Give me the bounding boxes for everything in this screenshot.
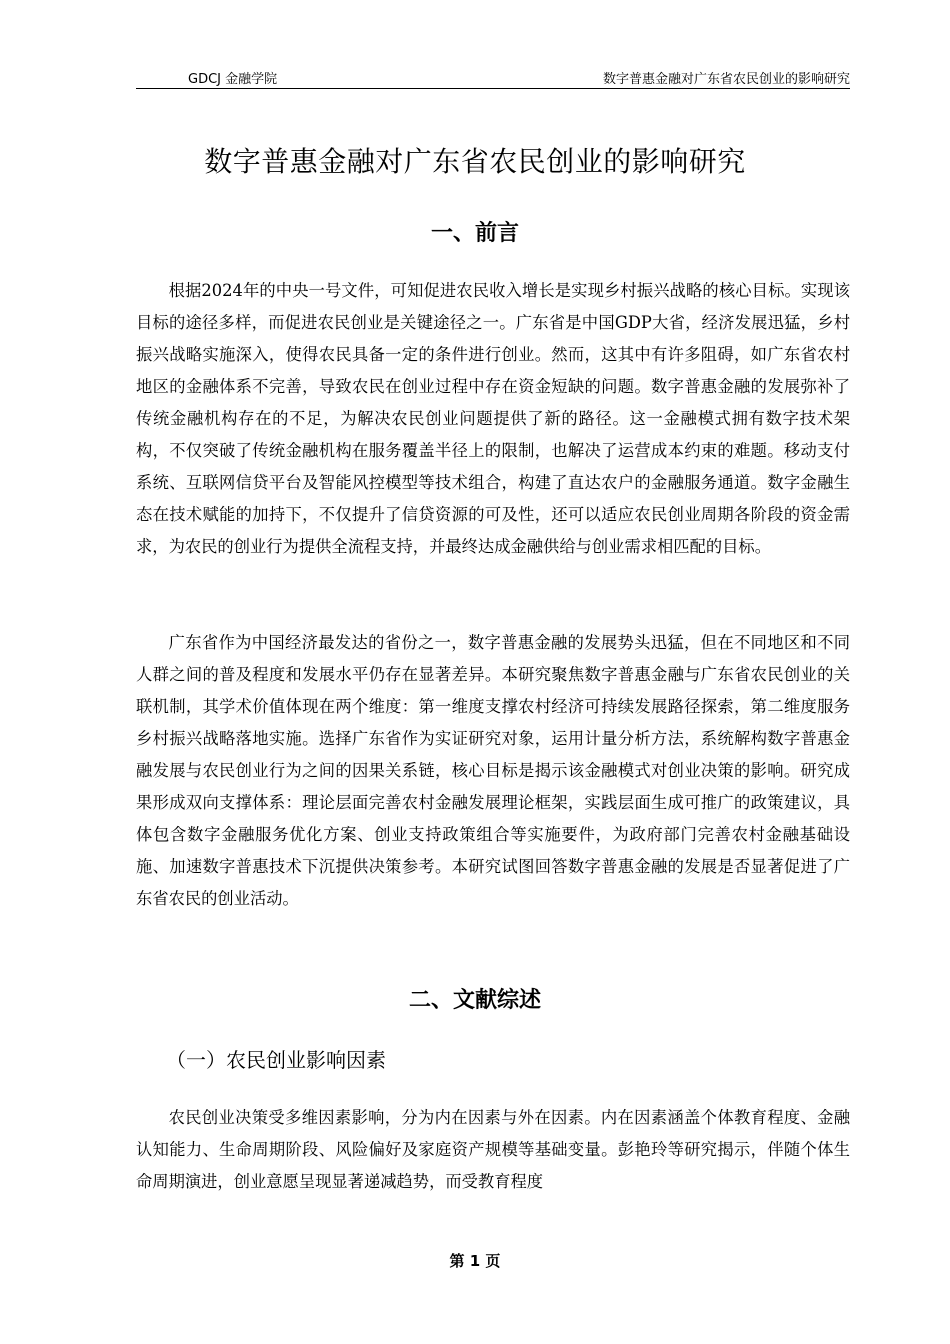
subsection-heading-factors: （一）农民创业影响因素 xyxy=(166,1048,386,1072)
preface-paragraph-1: 根据2024年的中央一号文件，可知促进农民收入增长是实现乡村振兴战略的核心目标。实现该目标的途径多样，而促进农民创业是关键途径之一。广东省是中国GDP大省，经济发展迅猛，乡村振兴战略实施深入，使得农民具备一定的条件进行创业。然而，这其中有许多阻碍，如广东省农村地区的金融体系不完善，导致农民在创业过程中存在资金短缺的问题。数字普惠金融的发展弥补了传统金融机构存在的不足，为解决农民创业问题提供了新的路径。这一金融模式拥有数字技术架构，不仅突破了传统金融机构在服务覆盖半径上的限制，也解决了运营成本约束的难题。移动支付系统、互联网信贷平台及智能风控模型等技术组合，构建了直达农户的金融服务通道。数字金融生态在技术赋能的加持下，不仅提升了信贷资源的可及性，还可以适应农民创业周期各阶段的资金需求，为农民的创业行为提供全流程支持，并最终达成金融供给与创业需求相匹配的目标。 xyxy=(136,281,850,556)
header-institution: GDCJ 金融学院 xyxy=(188,72,278,87)
document-title: 数字普惠金融对广东省农民创业的影响研究 xyxy=(204,145,746,178)
header-running-title: 数字普惠金融对广东省农民创业的影响研究 xyxy=(602,72,850,87)
preface-paragraph-2: 广东省作为中国经济最发达的省份之一，数字普惠金融的发展势头迅猛，但在不同地区和不同人群之间的普及程度和发展水平仍存在显著差异。本研究聚焦数字普惠金融与广东省农民创业的关联机制，其学术价值体现在两个维度：第一维度支撑农村经济可持续发展路径探索，第二维度服务乡村振兴战略落地实施。选择广东省作为实证研究对象，运用计量分析方法，系统解构数字普惠金融发展与农民创业行为之间的因果关系链，核心目标是揭示该金融模式对创业决策的影响。研究成果形成双向支撑体系：理论层面完善农村金融发展理论框架，实践层面生成可推广的政策建议，具体包含数字金融服务优化方案、创业支持政策组合等实施要件，为政府部门完善农村金融基础设施、加速数字普惠技术下沉提供决策参考。本研究试图回答数字普惠金融的发展是否显著促进了广东省农民的创业活动。 xyxy=(136,633,850,908)
page-number: 第 1 页 xyxy=(449,1252,501,1270)
section-heading-literature-review: 二、文献综述 xyxy=(408,988,541,1013)
section-heading-preface: 一、前言 xyxy=(430,221,519,246)
page-header xyxy=(136,64,850,89)
literature-paragraph-1: 农民创业决策受多维因素影响，分为内在因素与外在因素。内在因素涵盖个体教育程度、金融认知能力、生命周期阶段、风险偏好及家庭资产规模等基础变量。彭艳玲等研究揭示，伴随个体生命周期演进，创业意愿呈现显著递减趋势，而受教育程度 xyxy=(136,1108,850,1191)
